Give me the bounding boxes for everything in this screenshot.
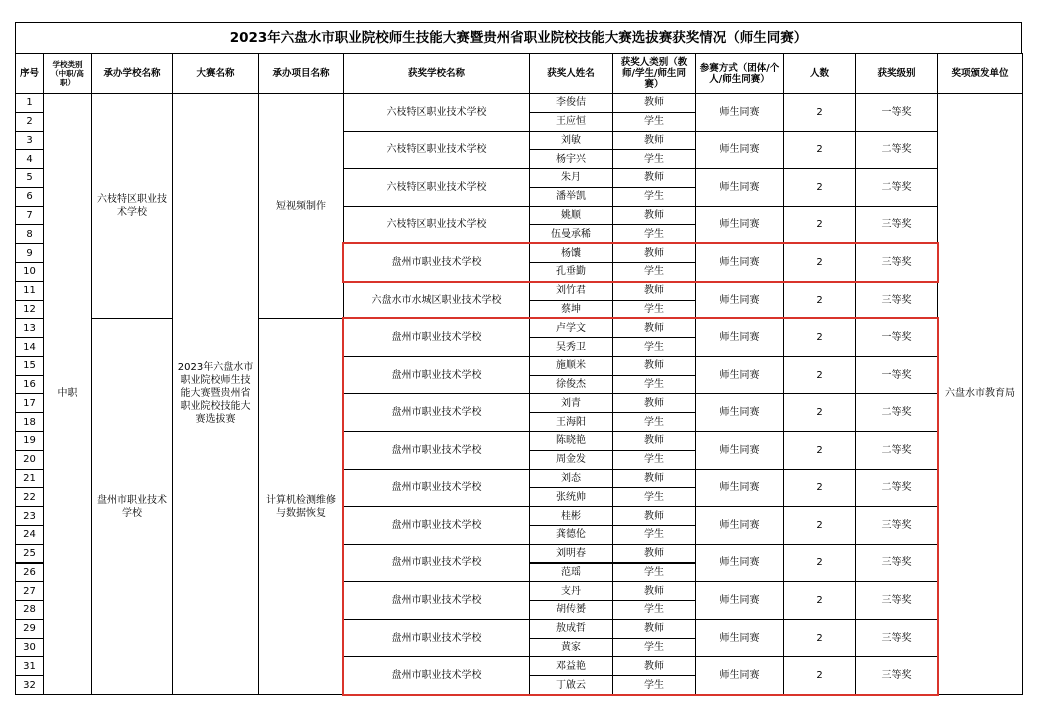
winner-type-cell: 学生 [612,262,696,282]
awards-table [15,22,1022,694]
mode-cell: 师生同赛 [695,168,784,207]
count-cell: 2 [783,469,856,508]
row-number: 32 [15,675,44,695]
header-issuer: 奖项颁发单位 [937,53,1023,94]
count-cell: 2 [783,243,856,282]
row-number: 14 [15,337,44,357]
award-level-cell: 一等奖 [855,318,938,357]
row-number: 20 [15,450,44,470]
winner-type-cell: 教师 [612,581,696,601]
winner-name-cell: 杨宇兴 [529,149,613,169]
winner-school-cell: 六枝特区职业技术学校 [343,93,530,132]
row-number: 27 [15,581,44,601]
award-level-cell: 三等奖 [855,656,938,695]
mode-cell: 师生同赛 [695,506,784,545]
award-level-cell: 一等奖 [855,356,938,395]
winner-type-cell: 学生 [612,675,696,695]
row-number: 26 [15,563,44,583]
winner-school-cell: 盘州市职业技术学校 [343,581,530,620]
mode-cell: 师生同赛 [695,656,784,695]
winner-name-cell: 伍曼承稀 [529,224,613,244]
winner-name-cell: 杨馕 [529,243,613,263]
count-cell: 2 [783,318,856,357]
header-count: 人数 [783,53,856,94]
winner-name-cell: 刘态 [529,469,613,489]
winner-type-cell: 学生 [612,487,696,507]
winner-name-cell: 孔垂勤 [529,262,613,282]
winner-type-cell: 学生 [612,224,696,244]
mode-cell: 师生同赛 [695,393,784,432]
row-number: 2 [15,112,44,132]
row-number: 17 [15,393,44,413]
count-cell: 2 [783,656,856,695]
winner-school-cell: 六盘水市水城区职业技术学校 [343,281,530,320]
winner-name-cell: 卢学文 [529,318,613,338]
winner-name-cell: 蔡坤 [529,300,613,320]
winner-type-cell: 教师 [612,318,696,338]
winner-name-cell: 李俊佶 [529,93,613,113]
project-name-cell: 计算机检测维修与数据恢复 [258,318,344,695]
winner-name-cell: 王海阳 [529,412,613,432]
row-number: 1 [15,93,44,113]
winner-name-cell: 邓益艳 [529,656,613,676]
row-number: 4 [15,149,44,169]
row-number: 11 [15,281,44,301]
winner-type-cell: 教师 [612,506,696,526]
award-level-cell: 三等奖 [855,619,938,658]
winner-school-cell: 盘州市职业技术学校 [343,356,530,395]
mode-cell: 师生同赛 [695,469,784,508]
winner-school-cell: 盘州市职业技术学校 [343,619,530,658]
count-cell: 2 [783,431,856,470]
school-type-cell: 中职 [43,93,92,695]
row-number: 28 [15,600,44,620]
award-level-cell: 三等奖 [855,206,938,245]
winner-type-cell: 教师 [612,356,696,376]
winner-type-cell: 学生 [612,300,696,320]
row-number: 23 [15,506,44,526]
winner-name-cell: 施顺米 [529,356,613,376]
winner-type-cell: 学生 [612,375,696,395]
winner-school-cell: 六枝特区职业技术学校 [343,131,530,170]
header-host-school: 承办学校名称 [91,53,173,94]
winner-school-cell: 六枝特区职业技术学校 [343,168,530,207]
award-level-cell: 三等奖 [855,243,938,282]
page-title: 2023年六盘水市职业院校师生技能大赛暨贵州省职业院校技能大赛选拔赛获奖情况（师生同赛） [15,22,1022,54]
winner-school-cell: 盘州市职业技术学校 [343,318,530,357]
row-number: 8 [15,224,44,244]
winner-type-cell: 教师 [612,544,696,564]
header-contest-name: 大赛名称 [172,53,259,94]
winner-type-cell: 学生 [612,600,696,620]
header-winner-type: 获奖人类别（教师/学生/师生同赛） [612,53,696,94]
count-cell: 2 [783,544,856,583]
award-level-cell: 二等奖 [855,393,938,432]
mode-cell: 师生同赛 [695,131,784,170]
winner-name-cell: 胡传赟 [529,600,613,620]
row-number: 5 [15,168,44,188]
winner-type-cell: 教师 [612,619,696,639]
count-cell: 2 [783,168,856,207]
winner-name-cell: 黄家 [529,638,613,658]
award-level-cell: 一等奖 [855,93,938,132]
winner-type-cell: 教师 [612,469,696,489]
award-level-cell: 二等奖 [855,168,938,207]
count-cell: 2 [783,281,856,320]
header-winner-name: 获奖人姓名 [529,53,613,94]
winner-name-cell: 桂彬 [529,506,613,526]
winner-name-cell: 朱月 [529,168,613,188]
header-seq: 序号 [15,53,44,94]
winner-name-cell: 刘敏 [529,131,613,151]
winner-name-cell: 刘青 [529,393,613,413]
winner-school-cell: 盘州市职业技术学校 [343,544,530,583]
header-school-type: 学校类别（中职/高职） [43,53,92,94]
project-name-cell: 短视频制作 [258,93,344,319]
row-number: 30 [15,638,44,658]
mode-cell: 师生同赛 [695,93,784,132]
host-school-cell: 盘州市职业技术学校 [91,318,173,695]
row-number: 3 [15,131,44,151]
mode-cell: 师生同赛 [695,431,784,470]
count-cell: 2 [783,131,856,170]
winner-type-cell: 教师 [612,243,696,263]
count-cell: 2 [783,93,856,132]
winner-name-cell: 刘明春 [529,544,613,564]
award-level-cell: 三等奖 [855,544,938,583]
header-project-name: 承办项目名称 [258,53,344,94]
row-number: 18 [15,412,44,432]
winner-type-cell: 学生 [612,337,696,357]
count-cell: 2 [783,581,856,620]
winner-name-cell: 吴秀卫 [529,337,613,357]
winner-name-cell: 敖成哲 [529,619,613,639]
contest-name-cell: 2023年六盘水市职业院校师生技能大赛暨贵州省职业院校技能大赛选拔赛 [172,93,259,695]
row-number: 19 [15,431,44,451]
row-number: 13 [15,318,44,338]
winner-type-cell: 学生 [612,525,696,545]
header-level: 获奖级别 [855,53,938,94]
mode-cell: 师生同赛 [695,581,784,620]
winner-name-cell: 支丹 [529,581,613,601]
header-mode: 参赛方式（团体/个人/师生同赛） [695,53,784,94]
mode-cell: 师生同赛 [695,619,784,658]
header-winner-school: 获奖学校名称 [343,53,530,94]
winner-school-cell: 盘州市职业技术学校 [343,656,530,695]
winner-name-cell: 刘竹君 [529,281,613,301]
row-number: 24 [15,525,44,545]
winner-school-cell: 盘州市职业技术学校 [343,506,530,545]
count-cell: 2 [783,619,856,658]
row-number: 25 [15,544,44,564]
winner-type-cell: 教师 [612,656,696,676]
row-number: 15 [15,356,44,376]
winner-type-cell: 教师 [612,206,696,226]
winner-type-cell: 教师 [612,131,696,151]
mode-cell: 师生同赛 [695,281,784,320]
winner-name-cell: 潘举凯 [529,187,613,207]
winner-school-cell: 六枝特区职业技术学校 [343,206,530,245]
count-cell: 2 [783,356,856,395]
count-cell: 2 [783,506,856,545]
mode-cell: 师生同赛 [695,206,784,245]
winner-school-cell: 盘州市职业技术学校 [343,393,530,432]
mode-cell: 师生同赛 [695,356,784,395]
mode-cell: 师生同赛 [695,243,784,282]
winner-school-cell: 盘州市职业技术学校 [343,243,530,282]
winner-type-cell: 学生 [612,112,696,132]
winner-name-cell: 徐俊杰 [529,375,613,395]
row-number: 10 [15,262,44,282]
row-number: 16 [15,375,44,395]
award-level-cell: 三等奖 [855,581,938,620]
row-number: 9 [15,243,44,263]
winner-name-cell: 王应恒 [529,112,613,132]
winner-name-cell: 范瑶 [529,563,613,583]
mode-cell: 师生同赛 [695,544,784,583]
host-school-cell: 六枝特区职业技术学校 [91,93,173,319]
winner-type-cell: 学生 [612,450,696,470]
award-level-cell: 二等奖 [855,131,938,170]
row-number: 29 [15,619,44,639]
winner-name-cell: 周金发 [529,450,613,470]
row-number: 7 [15,206,44,226]
award-level-cell: 二等奖 [855,469,938,508]
winner-type-cell: 教师 [612,431,696,451]
winner-school-cell: 盘州市职业技术学校 [343,469,530,508]
winner-school-cell: 盘州市职业技术学校 [343,431,530,470]
award-level-cell: 二等奖 [855,431,938,470]
winner-name-cell: 张统帅 [529,487,613,507]
award-level-cell: 三等奖 [855,281,938,320]
winner-type-cell: 学生 [612,149,696,169]
winner-type-cell: 教师 [612,168,696,188]
winner-type-cell: 学生 [612,563,696,583]
winner-type-cell: 学生 [612,638,696,658]
winner-type-cell: 教师 [612,93,696,113]
count-cell: 2 [783,393,856,432]
winner-name-cell: 姚顺 [529,206,613,226]
row-number: 22 [15,487,44,507]
winner-type-cell: 教师 [612,393,696,413]
row-number: 6 [15,187,44,207]
winner-type-cell: 学生 [612,412,696,432]
winner-name-cell: 陈晓艳 [529,431,613,451]
row-number: 12 [15,300,44,320]
mode-cell: 师生同赛 [695,318,784,357]
issuer-cell: 六盘水市教育局 [937,93,1023,695]
count-cell: 2 [783,206,856,245]
row-number: 31 [15,656,44,676]
winner-type-cell: 学生 [612,187,696,207]
winner-name-cell: 龚德伦 [529,525,613,545]
winner-type-cell: 教师 [612,281,696,301]
award-level-cell: 三等奖 [855,506,938,545]
winner-name-cell: 丁啟云 [529,675,613,695]
row-number: 21 [15,469,44,489]
